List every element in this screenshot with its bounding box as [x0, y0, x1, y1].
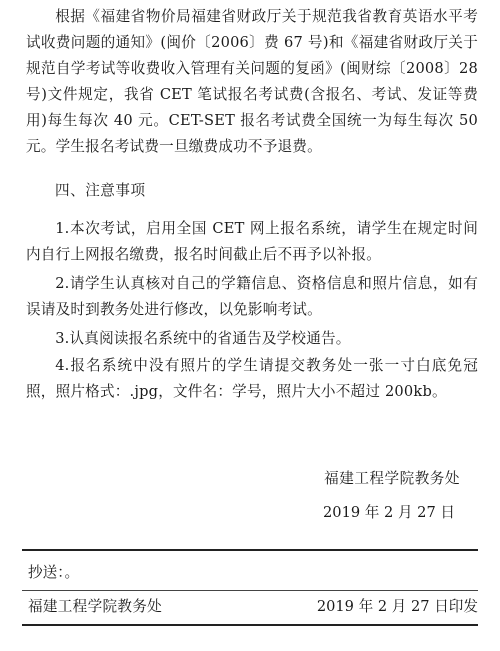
footer-issued-date: 2019 年 2 月 27 日印发	[316, 598, 478, 615]
signature-office: 福建工程学院教务处	[324, 470, 460, 487]
footer-middle-rule	[22, 590, 478, 591]
note-item-1: 1.本次考试，启用全国 CET 网上报名系统，请学生在规定时间内自行上网报名缴费，报名时间截止后不再予以补报。	[26, 220, 478, 263]
footer-issuer: 福建工程学院教务处	[28, 598, 163, 615]
section-heading-notes: 四、注意事项	[55, 182, 146, 199]
note-item-3: 3.认真阅读报名系统中的省通告及学校通告。	[55, 330, 351, 347]
footer-bottom-rule	[22, 624, 478, 626]
cc-line: 抄送：。	[28, 564, 80, 581]
signature-date: 2019 年 2 月 27 日	[323, 504, 455, 521]
note-item-2: 2.请学生认真核对自己的学籍信息、资格信息和照片信息，如有误请及时到教务处进行修改，以免影响考试。	[26, 275, 478, 318]
footer-top-rule	[22, 549, 478, 551]
fee-paragraph: 根据《福建省物价局福建省财政厅关于规范我省教育英语水平考试收费问题的通知》(闽价〔2006〕费 67 号)和《福建省财政厅关于规范自学考试等收费收入管理有关问题的复函》(闽财综〔2008〕28 号)文件规定，我省 CET 笔试报名考试费(含报名、考试、发证等费用)每生每次 40 元。CET-SET 报名考试费全国统一为每生每次 50 元。学生报名考试费一旦缴费成功不予退费。	[26, 8, 478, 155]
note-item-4: 4.报名系统中没有照片的学生请提交教务处一张一寸白底免冠照，照片格式：.jpg，文件名：学号，照片大小不超过 200kb。	[26, 357, 478, 400]
